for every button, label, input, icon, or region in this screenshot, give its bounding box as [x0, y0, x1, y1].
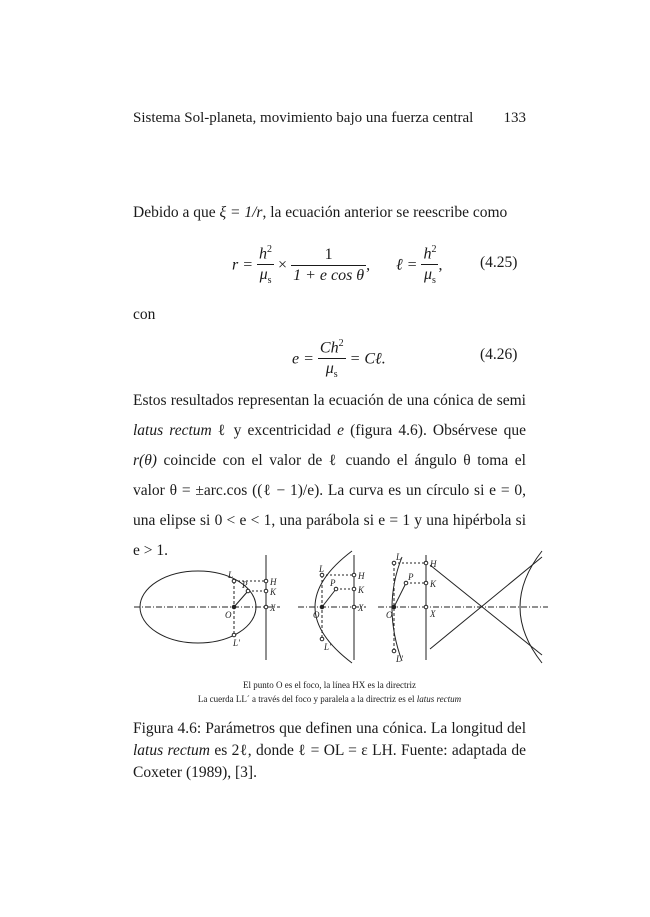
para-t2: ℓ y excentricidad — [211, 422, 338, 439]
figure-note-2b: latus rectum — [416, 694, 462, 704]
lbl-H-3: H — [430, 559, 437, 569]
eq425-one: 1 — [291, 245, 366, 266]
eq425-mu-b: μ — [424, 266, 433, 284]
hyperbola-h-pt — [424, 561, 428, 565]
hyperbola-k-pt — [424, 581, 428, 585]
lbl-L-2: L — [319, 564, 325, 574]
lbl-H-2: H — [358, 571, 365, 581]
xi-equation: ξ = 1/r — [219, 204, 263, 221]
equation-4-26 — [292, 334, 386, 386]
hyperbola-x-pt — [424, 605, 428, 609]
eq425-mu: μ — [259, 266, 268, 284]
ellipse-op — [234, 591, 248, 607]
eq425-comma1: , — [366, 256, 371, 274]
eq425-comma2: , — [438, 256, 443, 274]
eq425-times: × — [278, 256, 288, 274]
lbl-L-3: L — [396, 552, 402, 562]
eq425-frac-h2-mu — [257, 240, 274, 292]
eq425-sub: s — [267, 275, 272, 287]
intro-tail: , la ecuación anterior se reescribe como — [262, 204, 508, 221]
eq425-sub-b: s — [432, 275, 436, 287]
lbl-Lp-1: L′ — [233, 638, 240, 648]
caption-t1: Figura 4.6: Parámetros que definen una cónica. La longitud del — [133, 720, 526, 737]
eq426-frac — [318, 334, 346, 386]
running-header — [133, 110, 526, 127]
ellipse-panel — [134, 555, 280, 660]
lbl-O-3: O — [386, 610, 393, 620]
con-word: con — [133, 306, 156, 323]
intro-lead: Debido a que — [133, 204, 220, 221]
para-t4: coincide con el valor de ℓ cuando el ángulo θ toma el valor θ = ±arc.cos ((ℓ − 1)/e). La curva es un círculo si e = 0, una elipse si 0 < e < 1, una parábola si e = 1 y una hipérbola si e > 1. — [133, 452, 526, 559]
parabola-x-pt — [352, 605, 356, 609]
para-t1: Estos resultados representan la ecuación de una cónica de semi — [133, 392, 526, 409]
ellipse-k-pt — [264, 589, 268, 593]
hyperbola-lp-pt — [392, 649, 396, 653]
intro-line — [133, 198, 526, 228]
hyperbola-panel — [378, 551, 548, 663]
caption-latus: latus rectum — [133, 742, 210, 759]
lbl-K-3: K — [430, 579, 437, 589]
hyperbola-op — [394, 583, 406, 607]
eq426-sup: 2 — [338, 338, 344, 349]
lbl-Lp-3: L′ — [396, 654, 403, 664]
parabola-focus — [320, 605, 324, 609]
para-rtheta: r(θ) — [133, 452, 157, 469]
body-paragraph — [133, 386, 526, 566]
eq425-frac-ell — [421, 240, 438, 292]
lbl-X-1: X — [270, 603, 276, 613]
eq425-h-b: h — [423, 245, 432, 263]
ellipse-lp-pt — [232, 633, 236, 637]
eq425-den: 1 + e cos θ — [293, 267, 365, 285]
hyperbola-focus — [392, 605, 396, 609]
lbl-H-1: H — [270, 577, 277, 587]
eq425-h: h — [259, 245, 268, 263]
figure-note-1: El punto O es el foco, la línea HX es la directriz — [243, 680, 416, 690]
lbl-P-2: P — [330, 578, 336, 588]
ellipse-h-pt — [264, 579, 268, 583]
parabola-h-pt — [352, 573, 356, 577]
eq426-sub: s — [333, 369, 338, 381]
lbl-K-1: K — [270, 587, 277, 597]
eq425-r-lhs: r = — [232, 256, 254, 274]
conics-figure — [130, 545, 550, 675]
parabola-lp-pt — [320, 637, 324, 641]
ellipse-focus — [232, 605, 236, 609]
lbl-O-1: O — [225, 610, 232, 620]
eq425-ell-lhs: ℓ = — [396, 256, 418, 274]
para-e: e — [337, 422, 344, 439]
eq426-num: Ch — [319, 339, 339, 357]
caption-t2: es 2ℓ, donde ℓ = OL = ε LH. Fuente: adaptada de Coxeter (1989), [3]. — [133, 742, 526, 781]
eq426-lhs: e = — [292, 350, 314, 368]
lbl-P-3: P — [408, 572, 414, 582]
figure-note-2 — [133, 692, 526, 706]
eq425-sup-b: 2 — [431, 244, 437, 255]
figure-note-2a: La cuerda LL´ a través del foco y paralela a la directriz es el — [197, 694, 417, 704]
figure-caption — [133, 718, 526, 784]
running-title: Sistema Sol-planeta, movimiento bajo una fuerza central — [133, 110, 474, 126]
eq426-number: (4.26) — [480, 346, 518, 363]
para-latus: latus rectum — [133, 422, 212, 439]
parabola-k-pt — [352, 587, 356, 591]
page-number: 133 — [503, 110, 526, 126]
lbl-K-2: K — [358, 585, 365, 595]
lbl-L-1: L — [228, 570, 234, 580]
eq425-frac-one — [291, 245, 366, 286]
ellipse-x-pt — [264, 605, 268, 609]
para-t3: (figura 4.6). Obsérvese que — [344, 422, 526, 439]
lbl-X-2: X — [358, 603, 364, 613]
eq426-rhs: = Cℓ. — [349, 350, 386, 368]
lbl-P-1: P — [242, 580, 248, 590]
equation-4-25 — [232, 240, 370, 292]
equation-4-25-ell — [396, 240, 442, 292]
lbl-O-2: O — [313, 610, 320, 620]
eq426-mu: μ — [325, 360, 334, 378]
lbl-Lp-2: L′ — [324, 642, 331, 652]
parabola-panel — [298, 551, 366, 663]
parabola-op — [322, 589, 336, 607]
eq425-sup: 2 — [267, 244, 273, 255]
lbl-X-3: X — [430, 609, 436, 619]
eq425-number: (4.25) — [480, 254, 518, 271]
